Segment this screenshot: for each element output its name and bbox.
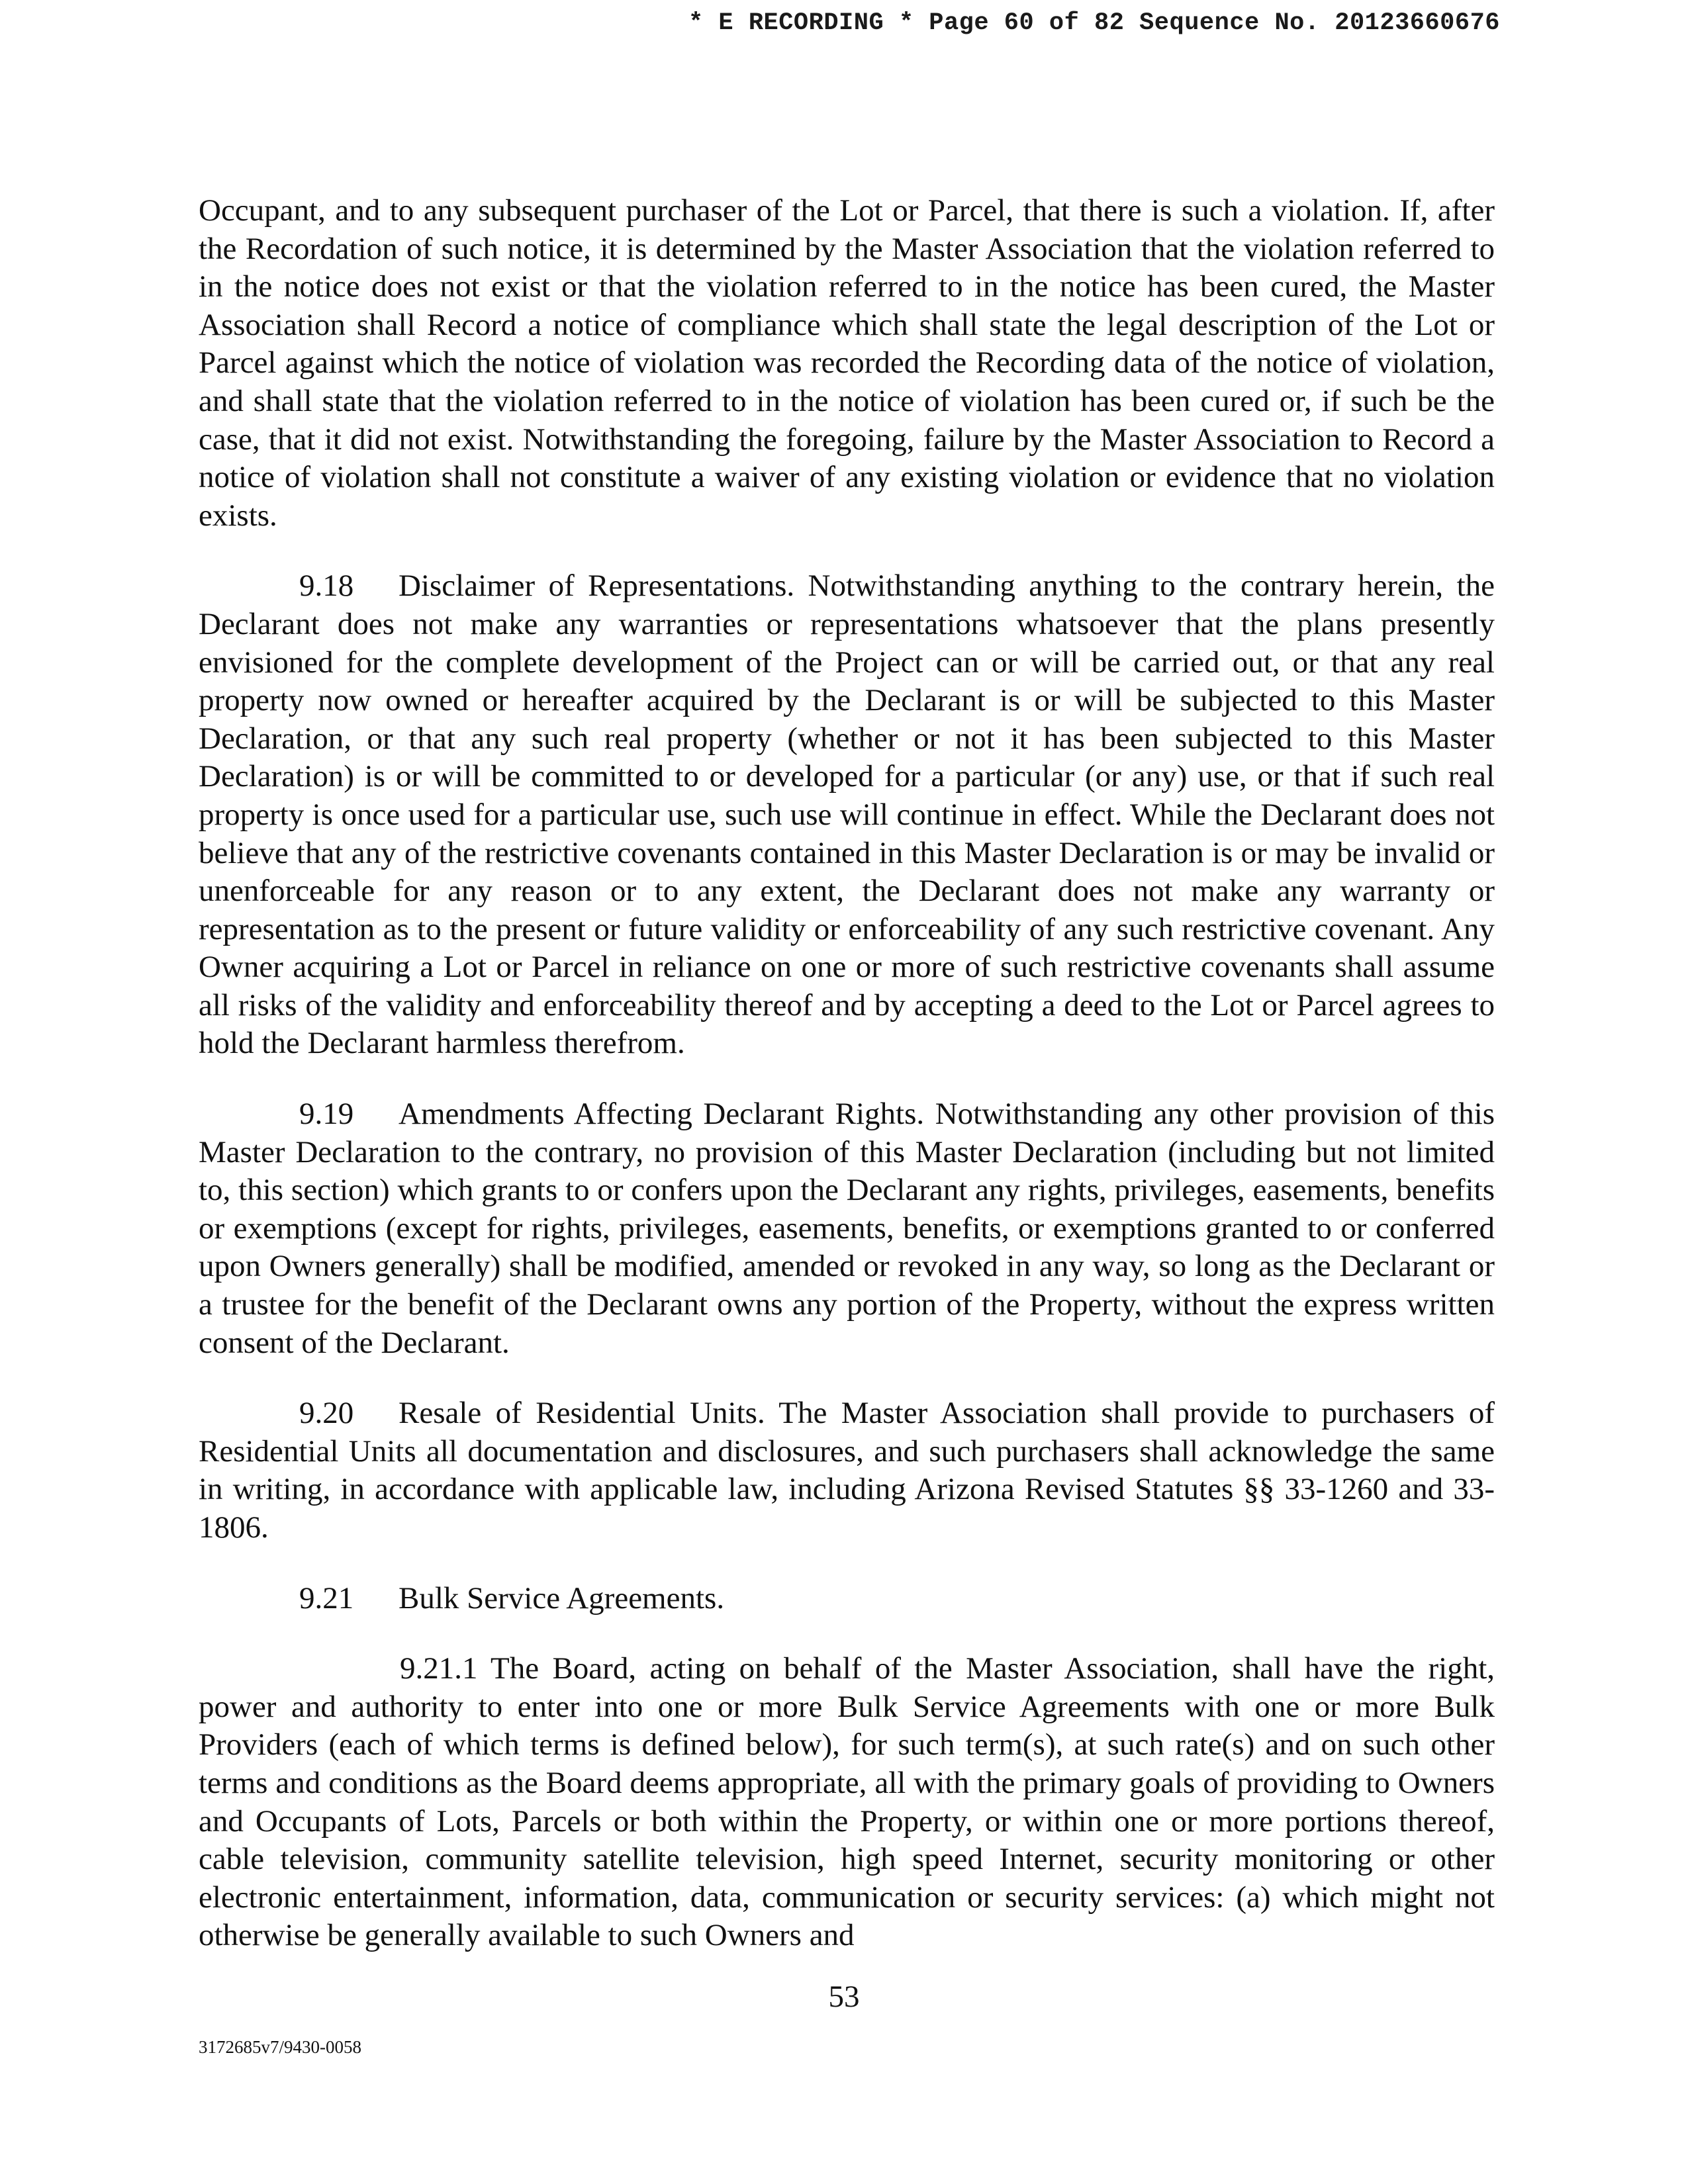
recording-header: * E RECORDING * Page 60 of 82 Sequence No. 20123660676 (688, 9, 1500, 37)
section-text: Amendments Affecting Declarant Rights. Notwithstanding any other provision of this Master Declaration to the contrary, no provision of this Master Declaration (including but not limited to, this section) which grants to or confers upon the Declarant any rights, privileges, easements, benefits or exemptions (except for rights, privileges, easements, benefits, or exemptions granted to or conferred upon Owners generally) shall be modified, amended or revoked in any way, so long as the Declarant or a trustee for the benefit of the Declarant owns any portion of the Property, without the express written consent of the Declarant. (199, 1097, 1495, 1360)
section-text: Disclaimer of Representations. Notwithstanding anything to the contrary herein, the Declarant does not make any warranties or representations whatsoever that the plans presently envisioned for the complete development of the Project can or will be carried out, or that any real property now owned or hereafter acquired by the Declarant is or will be subjected to this Master Declaration, or that any such real property (whether or not it has been subjected to this Master Declaration) is or will be committed to or developed for a particular (or any) use, or that if such real property is once used for a particular use, such use will continue in effect. While the Declarant does not believe that any of the restrictive covenants contained in this Master Declaration is or may be invalid or unenforceable for any reason or to any extent, the Declarant does not make any warranty or representation as to the present or future validity or enforceability of any such restrictive covenant. Any Owner acquiring a Lot or Parcel in reliance on one or more of such restrictive covenants shall assume all risks of the validity and enforceability thereof and by accepting a deed to the Lot or Parcel agrees to hold the Declarant harmless therefrom. (199, 569, 1495, 1061)
section-9-21 (199, 1580, 1495, 1618)
section-9-20 (199, 1394, 1495, 1547)
section-9-19 (199, 1095, 1495, 1362)
paragraph-continuation: Occupant, and to any subsequent purchaser of the Lot or Parcel, that there is such a violation. If, after the Recordation of such notice, it is determined by the Master Association that the violation referred to in the notice does not exist or that the violation referred to in the notice has been cured, the Master Association shall Record a notice of compliance which shall state the legal description of the Lot or Parcel against which the notice of violation was recorded the Recording data of the notice of violation, and shall state that the violation referred to in the notice of violation has been cured or, if such be the case, that it did not exist. Notwithstanding the foregoing, failure by the Master Association to Record a notice of violation shall not constitute a waiver of any existing violation or evidence that no violation exists. (199, 193, 1495, 533)
section-9-18 (199, 567, 1495, 1063)
section-number: 9.18 (299, 569, 354, 604)
section-9-21-1: 9.21.1 The Board, acting on behalf of the Master Association, shall have the right, power and authority to enter into one or more Bulk Service Agreements with one or more Bulk Providers (each of which terms is defined below), for such term(s), at such rate(s) and on such other terms and conditions as the Board deems appropriate, all with the primary goals of providing to Owners and Occupants of Lots, Parcels or both within the Property, or within one or more portions thereof, cable television, community satellite television, high speed Internet, security monitoring or other electronic entertainment, information, data, communication or security services: (a) which might not otherwise be generally available to such Owners and (199, 1651, 1495, 1953)
section-number: 9.20 (299, 1396, 354, 1431)
page-number: 53 (828, 1979, 860, 2014)
section-number: 9.19 (299, 1097, 354, 1132)
document-body (199, 192, 1495, 1987)
section-number: 9.21 (299, 1580, 354, 1615)
section-text: Resale of Residential Units. The Master Association shall provide to purchasers of Residential Units all documentation and disclosures, and such purchasers shall acknowledge the same in writing, in accordance with applicable law, including Arizona Revised Statutes §§ 33-1260 and 33-1806. (199, 1396, 1495, 1545)
document-id: 3172685v7/9430-0058 (199, 2037, 361, 2057)
section-heading: Bulk Service Agreements. (399, 1580, 725, 1615)
